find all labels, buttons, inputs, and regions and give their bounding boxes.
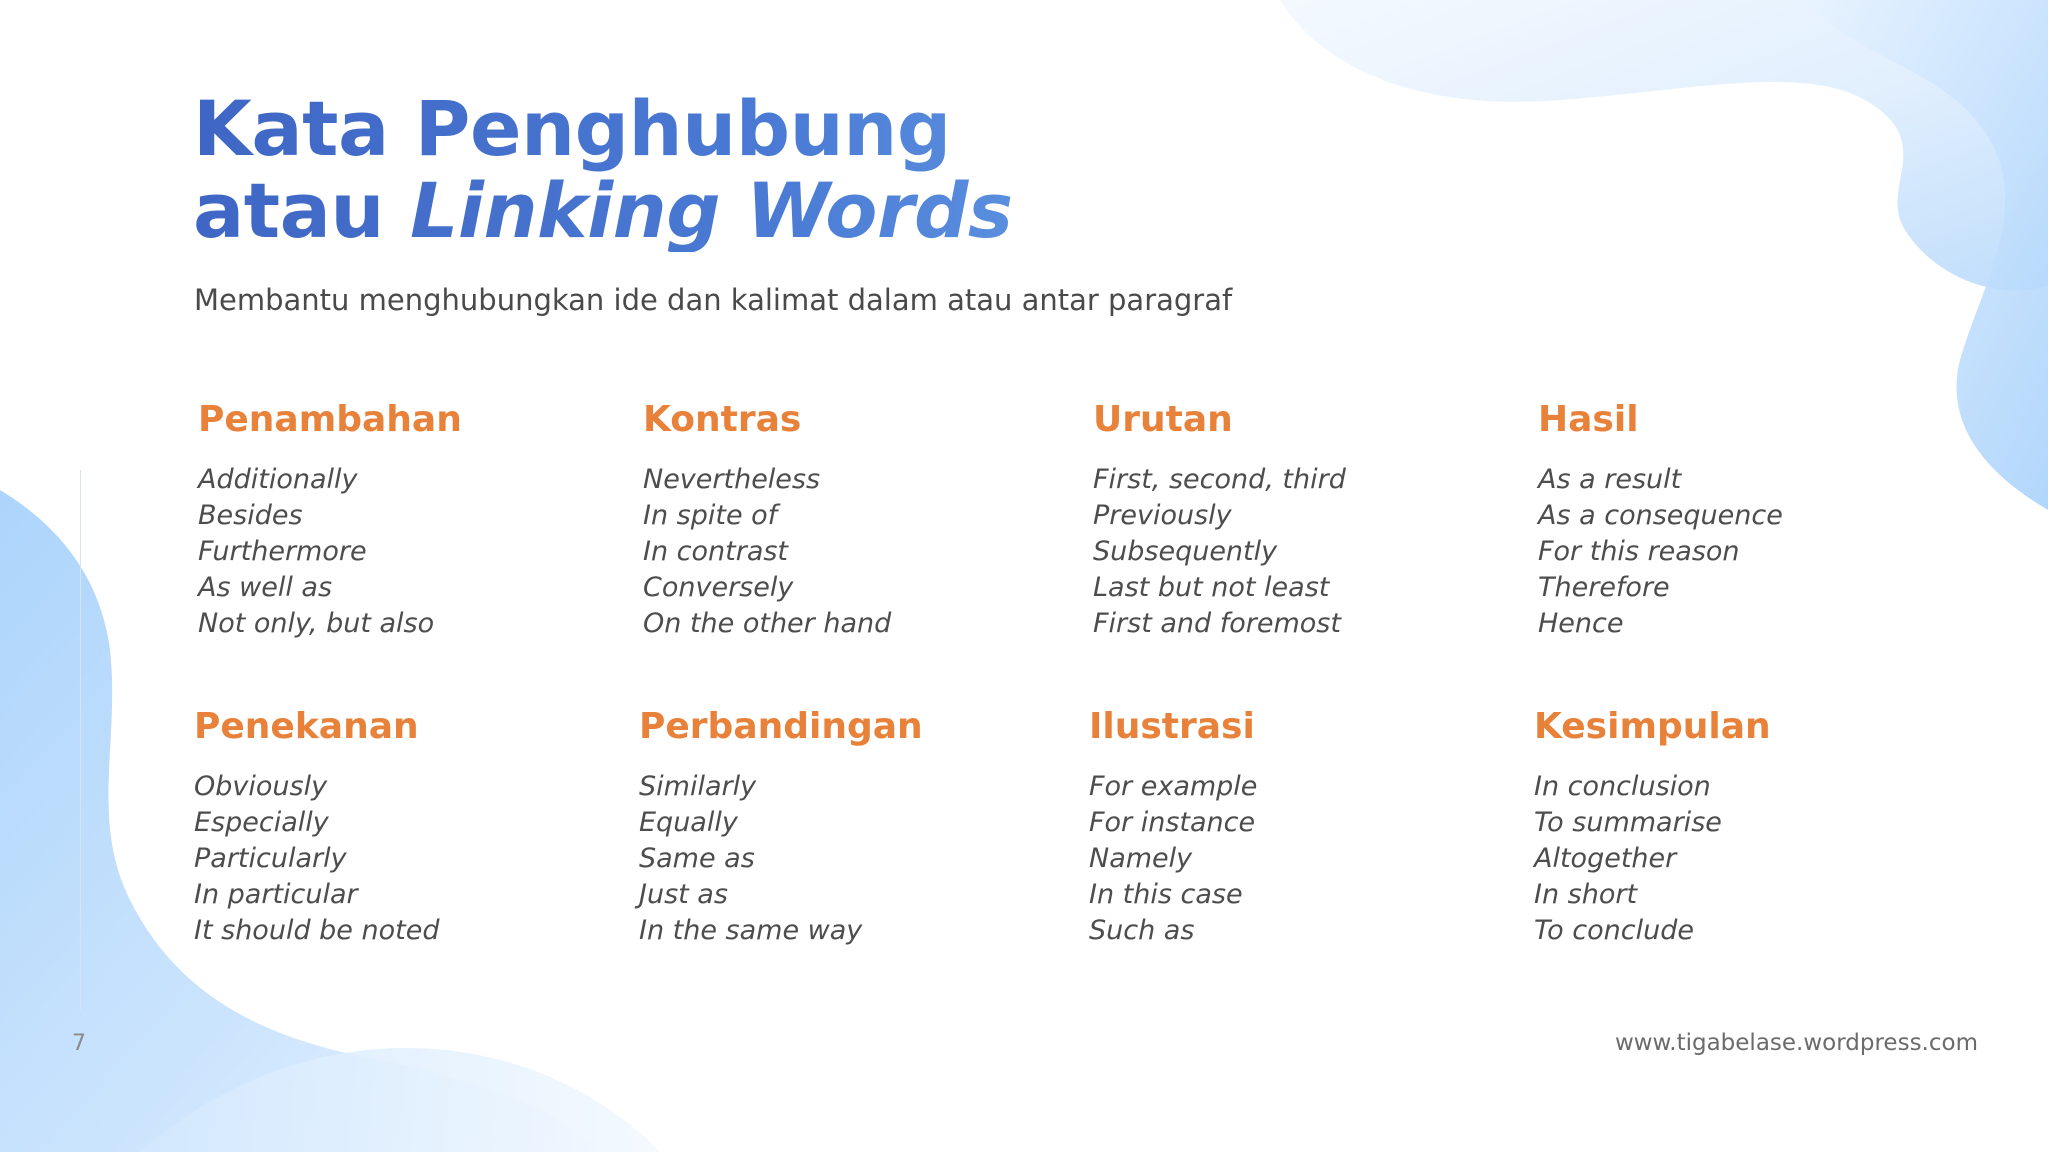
list-item: In short [1534, 879, 1638, 910]
word-list [1534, 769, 1954, 949]
category-kesimpulan [1534, 705, 1954, 949]
list-item: As a result [1538, 464, 1682, 495]
list-item: In contrast [643, 536, 789, 567]
list-item: Besides [198, 500, 303, 531]
list-item: Particularly [194, 843, 347, 874]
list-item: Same as [639, 843, 755, 874]
list-item: As well as [198, 572, 333, 603]
list-item: First, second, third [1093, 464, 1346, 495]
side-divider-line [80, 470, 81, 1010]
category-penambahan [198, 398, 618, 642]
word-list [643, 462, 1063, 642]
title-line-2-emphasis: Linking Words [409, 166, 1013, 255]
category-heading: Ilustrasi [1089, 706, 1255, 747]
list-item: Conversely [643, 572, 794, 603]
category-heading: Penekanan [194, 706, 419, 747]
list-item: Additionally [198, 464, 358, 495]
word-list [194, 769, 614, 949]
list-item: Nevertheless [643, 464, 821, 495]
list-item: In particular [194, 879, 358, 910]
list-item: Such as [1089, 915, 1195, 946]
category-heading: Kesimpulan [1534, 706, 1771, 747]
list-item: For example [1089, 771, 1258, 802]
list-item: Namely [1089, 843, 1193, 874]
word-list [639, 769, 1059, 949]
category-kontras [643, 398, 1063, 642]
category-urutan [1093, 398, 1513, 642]
page-subtitle: Membantu menghubungkan ide dan kalimat dalam atau antar paragraf [194, 283, 1233, 317]
list-item: Last but not least [1093, 572, 1330, 603]
list-item: First and foremost [1093, 608, 1341, 639]
category-heading: Urutan [1093, 399, 1233, 440]
list-item: In the same way [639, 915, 863, 946]
category-heading: Hasil [1538, 399, 1639, 440]
list-item: Especially [194, 807, 329, 838]
list-item: To conclude [1534, 915, 1694, 946]
list-item: Equally [639, 807, 738, 838]
list-item: Similarly [639, 771, 757, 802]
list-item: In spite of [643, 500, 778, 531]
list-item: As a consequence [1538, 500, 1783, 531]
page-title [193, 84, 1013, 255]
title-line-2 [193, 166, 1013, 255]
list-item: Subsequently [1093, 536, 1278, 567]
list-item: In conclusion [1534, 771, 1711, 802]
list-item: In this case [1089, 879, 1243, 910]
page-number: 7 [72, 1031, 86, 1056]
list-item: Obviously [194, 771, 328, 802]
list-item: Just as [639, 879, 728, 910]
word-list [1093, 462, 1513, 642]
title-line-2-prefix: atau [193, 166, 410, 255]
category-penekanan [194, 705, 614, 949]
category-hasil [1538, 398, 1958, 642]
word-list [1538, 462, 1958, 642]
list-item: For instance [1089, 807, 1256, 838]
list-item: To summarise [1534, 807, 1722, 838]
category-heading: Penambahan [198, 399, 462, 440]
list-item: It should be noted [194, 915, 440, 946]
list-item: Hence [1538, 608, 1624, 639]
title-line-1: Kata Penghubung [193, 84, 951, 173]
list-item: On the other hand [643, 608, 892, 639]
list-item: Therefore [1538, 572, 1670, 603]
word-list [198, 462, 618, 642]
list-item: Previously [1093, 500, 1232, 531]
category-heading: Kontras [643, 399, 802, 440]
list-item: Altogether [1534, 843, 1677, 874]
list-item: Furthermore [198, 536, 367, 567]
list-item: For this reason [1538, 536, 1740, 567]
word-list [1089, 769, 1509, 949]
list-item: Not only, but also [198, 608, 435, 639]
footer-url: www.tigabelase.wordpress.com [1614, 1030, 1978, 1056]
category-perbandingan [639, 705, 1059, 949]
category-heading: Perbandingan [639, 706, 923, 747]
category-ilustrasi [1089, 705, 1509, 949]
